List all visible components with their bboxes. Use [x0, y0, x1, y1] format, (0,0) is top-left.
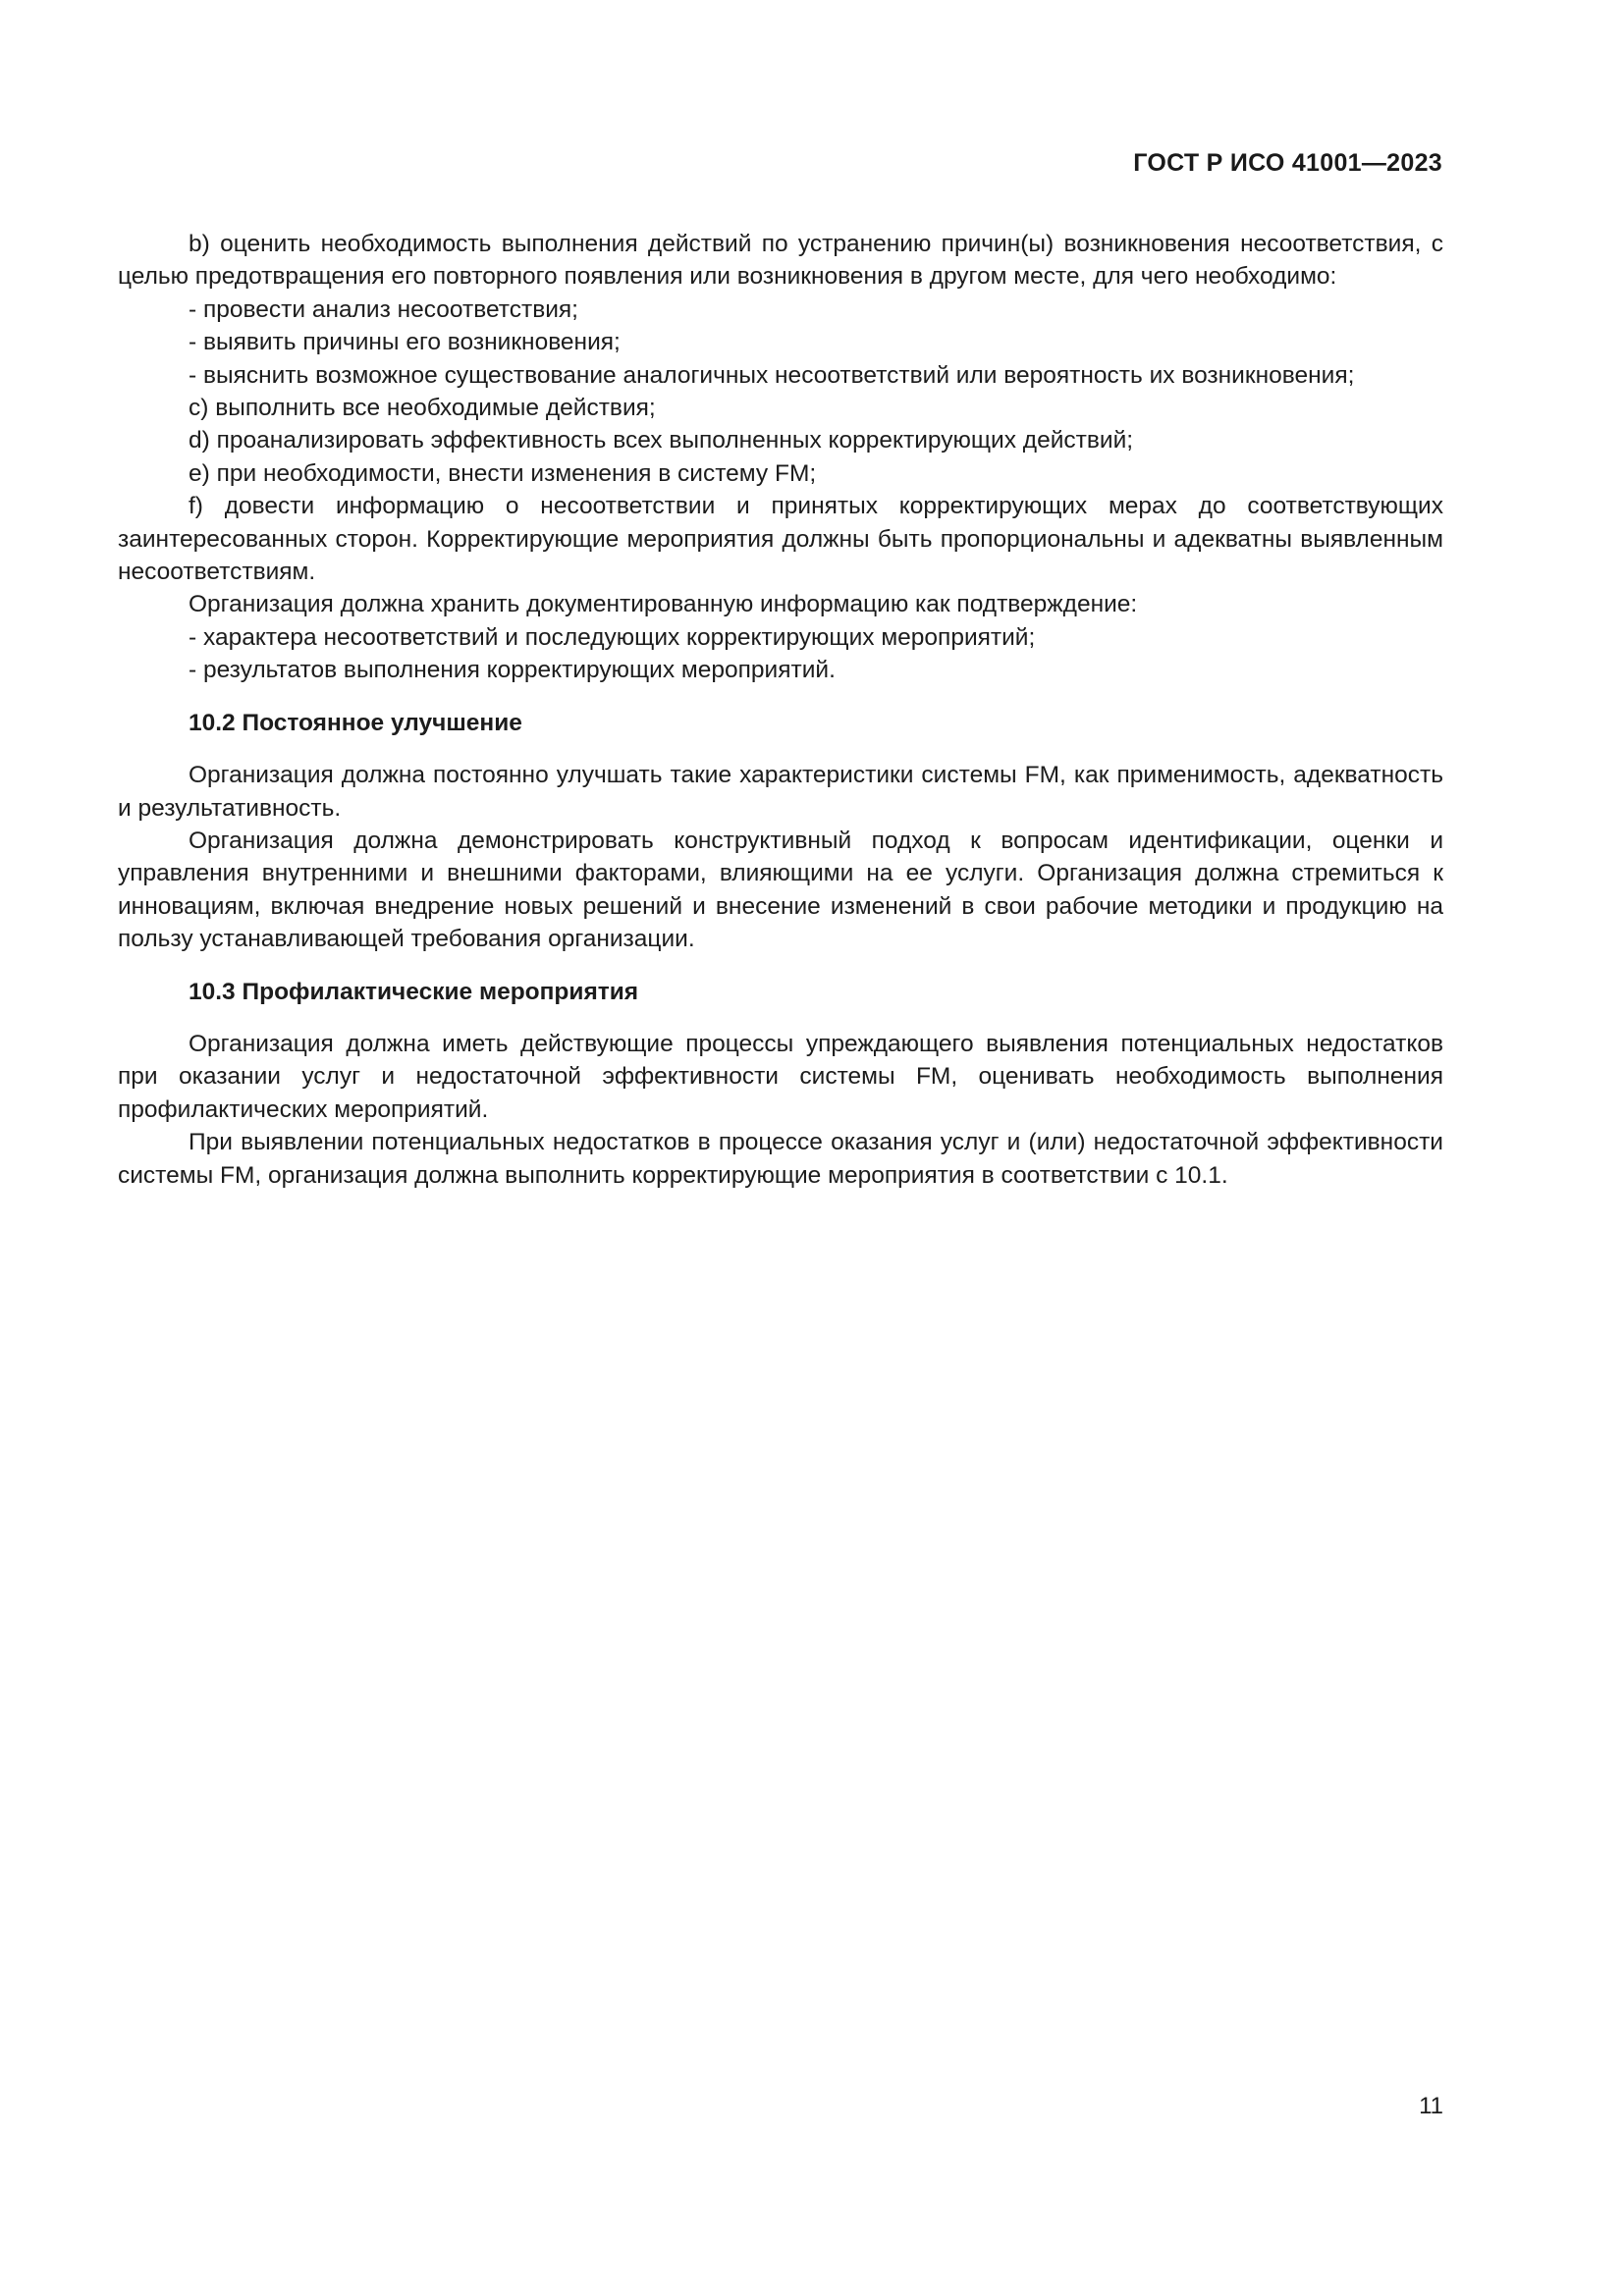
list-subitem: - характера несоответствий и последующих корректирующих мероприятий; [189, 623, 1036, 651]
paragraph: Организация должна иметь действующие процессы упреждающего выявления потенциальных недостатков при оказании услуг и недостаточной эффективности системы FM, оценивать необходимость выполнения профилактических мероприятий. [118, 1030, 1443, 1123]
list-subitem: - провести анализ несоответствия; [189, 295, 578, 323]
list-subitem: - выявить причины его возникновения; [189, 329, 621, 356]
list-item-f: f) довести информацию о несоответствии и принятых корректирующих мерах до соответствующих заинтересованных сторон. Корректирующие мероприятия должны быть пропорциональны и адекватны выявленным несоответствиям. [118, 493, 1443, 586]
paragraph: При выявлении потенциальных недостатков в процессе оказания услуг и (или) недостаточной эффективности системы FM, организация должна выполнить корректирующие мероприятия в соответствии с 10.1. [118, 1129, 1443, 1189]
paragraph: Организация должна постоянно улучшать такие характеристики системы FM, как применимость, адекватность и результативность. [118, 762, 1443, 822]
list-item-d: d) проанализировать эффективность всех выполненных корректирующих действий; [189, 427, 1134, 454]
section-heading-10-2: 10.2 Постоянное улучшение [189, 709, 522, 736]
list-item-b: b) оценить необходимость выполнения действий по устранению причин(ы) возникновения несоответствия, с целью предотвращения его повторного появления или возникновения в другом месте, для чего необходимо: [118, 231, 1443, 291]
document-code-header: ГОСТ Р ИСО 41001—2023 [1133, 149, 1442, 177]
list-item-c: c) выполнить все необходимые действия; [189, 395, 656, 422]
list-subitem: - результатов выполнения корректирующих мероприятий. [189, 657, 836, 684]
list-subitem: - выяснить возможное существование аналогичных несоответствий или вероятность их возникновения; [189, 361, 1355, 389]
paragraph: Организация должна демонстрировать конструктивный подход к вопросам идентификации, оценки и управления внутренними и внешними факторами, влияющими на ее услуги. Организация должна стремиться к инновациям, включая внедрение новых решений и внесение изменений в свои рабочие методики и продукцию на пользу устанавливающей требования организации. [118, 827, 1443, 953]
document-body [118, 228, 1443, 1192]
list-item-e: e) при необходимости, внести изменения в систему FM; [189, 459, 817, 487]
retain-intro-paragraph: Организация должна хранить документированную информацию как подтверждение: [189, 591, 1138, 618]
section-heading-10-3: 10.3 Профилактические мероприятия [189, 978, 639, 1005]
page-number: 11 [1419, 2093, 1443, 2119]
